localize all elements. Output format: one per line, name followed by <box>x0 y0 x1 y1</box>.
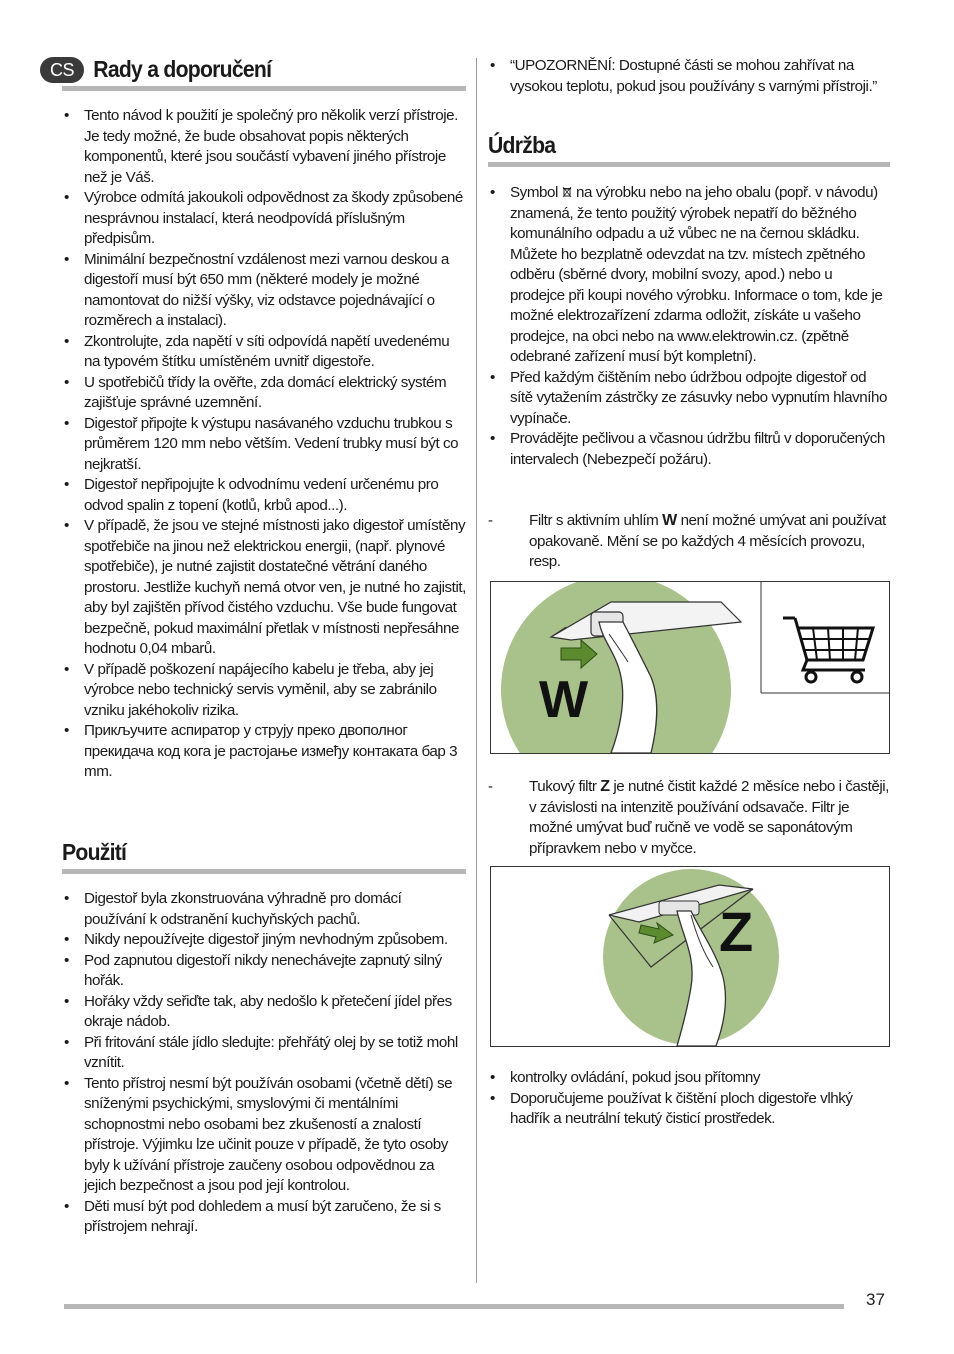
filter-z-list <box>488 777 890 859</box>
list-item: • U spotřebičů třídy la ověřte, zda domácí elektrický systém zajišťuje správné uzemnění. <box>62 373 466 414</box>
list-item: • Děti musí být pod dohledem a musí být zaručeno, že si s přístrojem nehrají. <box>62 1197 466 1238</box>
warning-list <box>488 56 890 97</box>
list-item: • kontrolky ovládání, pokud jsou přítomny <box>488 1068 890 1089</box>
section-rule <box>62 869 466 874</box>
symbol-text-post: na výrobku nebo na jeho obalu (popř. v návodu) znamená, že tento použitý výrobek nepatří do běžného komunálního odpadu a už vůbec ne na černou skládku. Můžete ho bezplatně odevzdat na tzv. místech zpětného odběru (sběrné dvory, mobilní svozy, apod.) nebo u prodejce při koupi nového výrobku. Informace o tom, kde je možné elektrozařízení zdarma odložit, získáte u vašeho prodejce, na obci nebo na www.elektrowin.cz. (zpětně odebrané zařízení musí být kompletní). <box>510 184 883 365</box>
list-item: • Doporučujeme používat k čištění ploch digestoře vlhký hadřík a neutrální tekutý čisticí prostředek. <box>488 1089 890 1130</box>
list-item: • “UPOZORNĚNÍ: Dostupné části se mohou zahřívat na vysokou teplotu, pokud jsou používány s varnými přístroji.” <box>488 56 890 97</box>
list-item: • V případě poškození napájecího kabelu je třeba, aby jej výrobce nebo technický servis vyměnil, aby se zabránilo vzniku jakéhokoliv rizika. <box>62 660 466 722</box>
filter-w-text-pre: Filtr s aktivním uhlím <box>529 512 659 529</box>
list-item: • Прикључите аспиратор у струју преко двополног прекидача код кога је растојање између контаката бар 3 mm. <box>62 721 466 783</box>
crossed-bin-icon <box>562 186 572 198</box>
list-item: • Digestoř nepřipojujte k odvodnímu vedení určenému pro odvod spalin z topení (kotlů, krbů apod...). <box>62 475 466 516</box>
section-title-udrzba: Údržba <box>488 132 556 158</box>
list-item: • Před každým čištěním nebo údržbou odpojte digestoř od sítě vytažením zástrčky ze zásuvky nebo vypnutím hlavního vypínače. <box>488 368 890 430</box>
list-item: • Nikdy nepoužívejte digestoř jiným nevhodným způsobem. <box>62 930 466 951</box>
page-number: 37 <box>866 1290 885 1309</box>
filter-z-text-post: je nutné čistit každé 2 měsíce nebo i častěji, v závislosti na intenzitě používání odsavače. Filtr je možné umývat buď ručně ve vodě se saponátovým přípravkem nebo v myčce. <box>529 778 889 857</box>
fig-w-label: W <box>539 671 589 729</box>
list-item: • Tento přístroj nesmí být používán osobami (včetně dětí) se sníženými psychickými, smyslovými či mentálními schopnostmi nebo osobami bez zkušeností a znalostí přístroje. Výjimku lze učinit pouze v případě, že tyto osoby byly k užívání přístroje zaučeny osobou odpovědnou za jejich bezpečnost a jsou pod její kontrolou. <box>62 1074 466 1197</box>
column-divider <box>476 58 477 1283</box>
list-item: • Hořáky vždy seřiďte tak, aby nedošlo k přetečení jídel přes okraje nádob. <box>62 992 466 1033</box>
section-title-pouziti: Použití <box>62 839 127 865</box>
section-rady-header <box>49 55 466 91</box>
list-item <box>488 777 890 859</box>
list-item: • Minimální bezpečnostní vzdálenost mezi varnou deskou a digestoří musí být 650 mm (některé modely je možné namontovat do nižší výšky, viz odstavce pojednávající o rozměrech a instalaci). <box>62 250 466 332</box>
list-item: • Výrobce odmítá jakoukoli odpovědnost za škody způsobené nesprávnou instalací, která neodpovídá příslušným předpisům. <box>62 188 466 250</box>
filter-w-text-post: není možné umývat ani používat opakovaně. Mění se po každých 4 měsících provozu, resp. <box>529 512 886 570</box>
list-item: • Zkontrolujte, zda napětí v síti odpovídá napětí uvedenému na typovém štítku umístěném uvnitř digestoře. <box>62 332 466 373</box>
filter-w-letter: W <box>662 512 677 529</box>
list-item: • Pod zapnutou digestoří nikdy nenechávejte zapnutý silný hořák. <box>62 951 466 992</box>
section-rule <box>488 162 890 167</box>
list-item: • Při fritování stále jídlo sledujte: přehřátý olej by se totiž mohl vznítit. <box>62 1033 466 1074</box>
fig-z-label: Z <box>719 900 754 963</box>
figure-carbon-filter <box>490 581 890 754</box>
pouziti-list <box>62 889 466 1238</box>
figure-grease-filter <box>490 866 890 1047</box>
list-item: • Digestoř připojte k výstupu nasávaného vzduchu trubkou s průměrem 120 mm nebo větším. Vedení trubky musí být co nejkratší. <box>62 414 466 476</box>
list-item: • Tento návod k použití je společný pro několik verzí přístroje. Je tedy možné, že bude obsahovat popis některých komponentů, které jsou součástí vybavení jiného přístroje než je Váš. <box>62 106 466 188</box>
udrzba-list <box>488 183 890 470</box>
list-item: • Provádějte pečlivou a včasnou údržbu filtrů v doporučených intervalech (Nebezpečí požáru). <box>488 429 890 470</box>
language-badge: CS <box>40 57 84 83</box>
filter-z-letter: Z <box>600 778 610 795</box>
filter-z-illustration <box>491 867 889 1046</box>
symbol-text-pre: Symbol <box>510 184 558 201</box>
list-item: • Digestoř byla zkonstruována výhradně pro domácí používání k odstranění kuchyňských pachů. <box>62 889 466 930</box>
section-udrzba-header <box>488 131 890 167</box>
filter-z-text-pre: Tukový filtr <box>529 778 597 795</box>
list-item: • V případě, že jsou ve stejné místnosti jako digestoř umístěny spotřebiče na jinou než elektrickou energii, (např. plynové spotřebiče), je nutné zajistit dostatečné větrání daného prostoru. Jestliže kuchyň nemá otvor ven, je nutné ho zajistit, aby byl zajištěn přívod čistého vzduchu. Vše bude fungovat bezpečně, pokud maximální přetlak v místnosti nepřesáhne hodnotu 0,04 mbarů. <box>62 516 466 660</box>
list-item <box>488 511 890 573</box>
section-pouziti-header <box>62 838 466 874</box>
filter-w-illustration <box>491 582 889 753</box>
section-title-rady: Rady a doporučení <box>93 56 272 82</box>
filter-w-list <box>488 511 890 573</box>
section-rule <box>62 86 466 91</box>
rady-list <box>62 106 466 783</box>
final-list <box>488 1068 890 1130</box>
list-item <box>488 183 890 368</box>
footer-rule <box>64 1304 844 1309</box>
